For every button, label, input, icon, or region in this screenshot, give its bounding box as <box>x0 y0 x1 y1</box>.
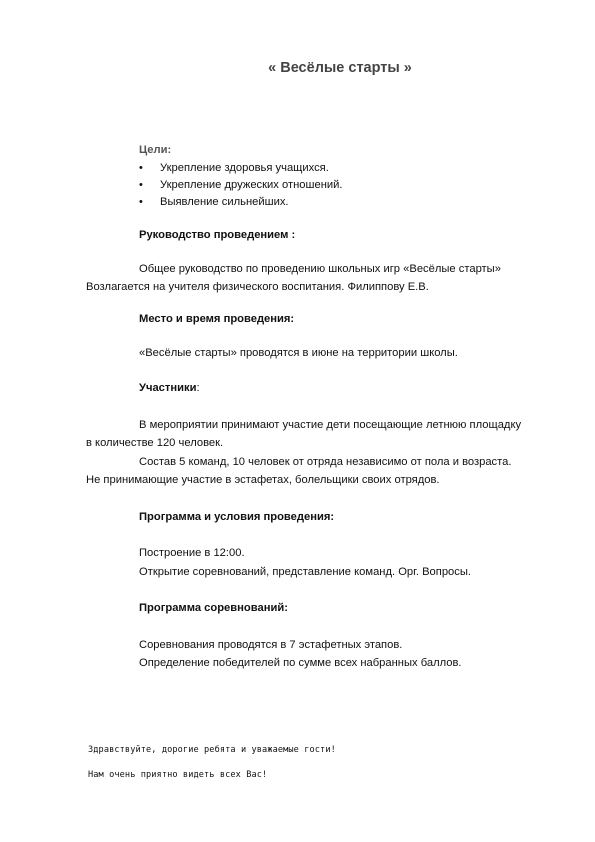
place-heading: Место и время проведения: <box>139 313 295 325</box>
participants-heading-line <box>139 381 200 395</box>
goal-item-1: Укрепление здоровья учащихся. <box>160 162 329 174</box>
competitions-heading: Программа соревнований: <box>139 602 288 614</box>
participants-heading: Участники <box>139 382 197 394</box>
participants-line-4: Не принимающие участие в эстафетах, болельщики своих отрядов. <box>86 474 440 486</box>
goals-heading: Цели: <box>139 144 172 156</box>
competitions-line-2: Определение победителей по сумме всех набранных баллов. <box>139 657 462 669</box>
management-line-2: Возлагается на учителя физического воспитания. Филиппову Е.В. <box>86 281 429 293</box>
program-line-1: Построение в 12:00. <box>139 547 245 559</box>
footer-welcome: Нам очень приятно видеть всех Вас! <box>88 770 268 780</box>
participants-line-1: В мероприятии принимают участие дети посещающие летнюю площадку <box>139 419 522 431</box>
goal-item-2: Укрепление дружеских отношений. <box>160 179 343 191</box>
place-line-1: «Весёлые старты» проводятся в июне на территории школы. <box>139 347 458 359</box>
participants-line-3: Состав 5 команд, 10 человек от отряда независимо от пола и возраста. <box>139 456 512 468</box>
participants-line-2: в количестве 120 человек. <box>86 437 224 449</box>
management-heading: Руководство проведением : <box>139 229 296 241</box>
management-line-1: Общее руководство по проведению школьных игр «Весёлые старты» <box>139 263 501 275</box>
participants-heading-suffix: : <box>196 382 200 394</box>
footer-greeting: Здравствуйте, дорогие ребята и уважаемые гости! <box>88 745 336 755</box>
program-line-2: Открытие соревнований, представление команд. Орг. Вопросы. <box>139 566 472 578</box>
bullet-3: • <box>139 196 143 208</box>
bullet-1: • <box>139 162 143 174</box>
bullet-2: • <box>139 179 143 191</box>
competitions-line-1: Соревнования проводятся в 7 эстафетных этапов. <box>139 639 403 651</box>
goal-item-3: Выявление сильнейших. <box>160 196 289 208</box>
document-title: « Весёлые старты » <box>268 60 412 76</box>
program-heading: Программа и условия проведения: <box>139 511 335 523</box>
